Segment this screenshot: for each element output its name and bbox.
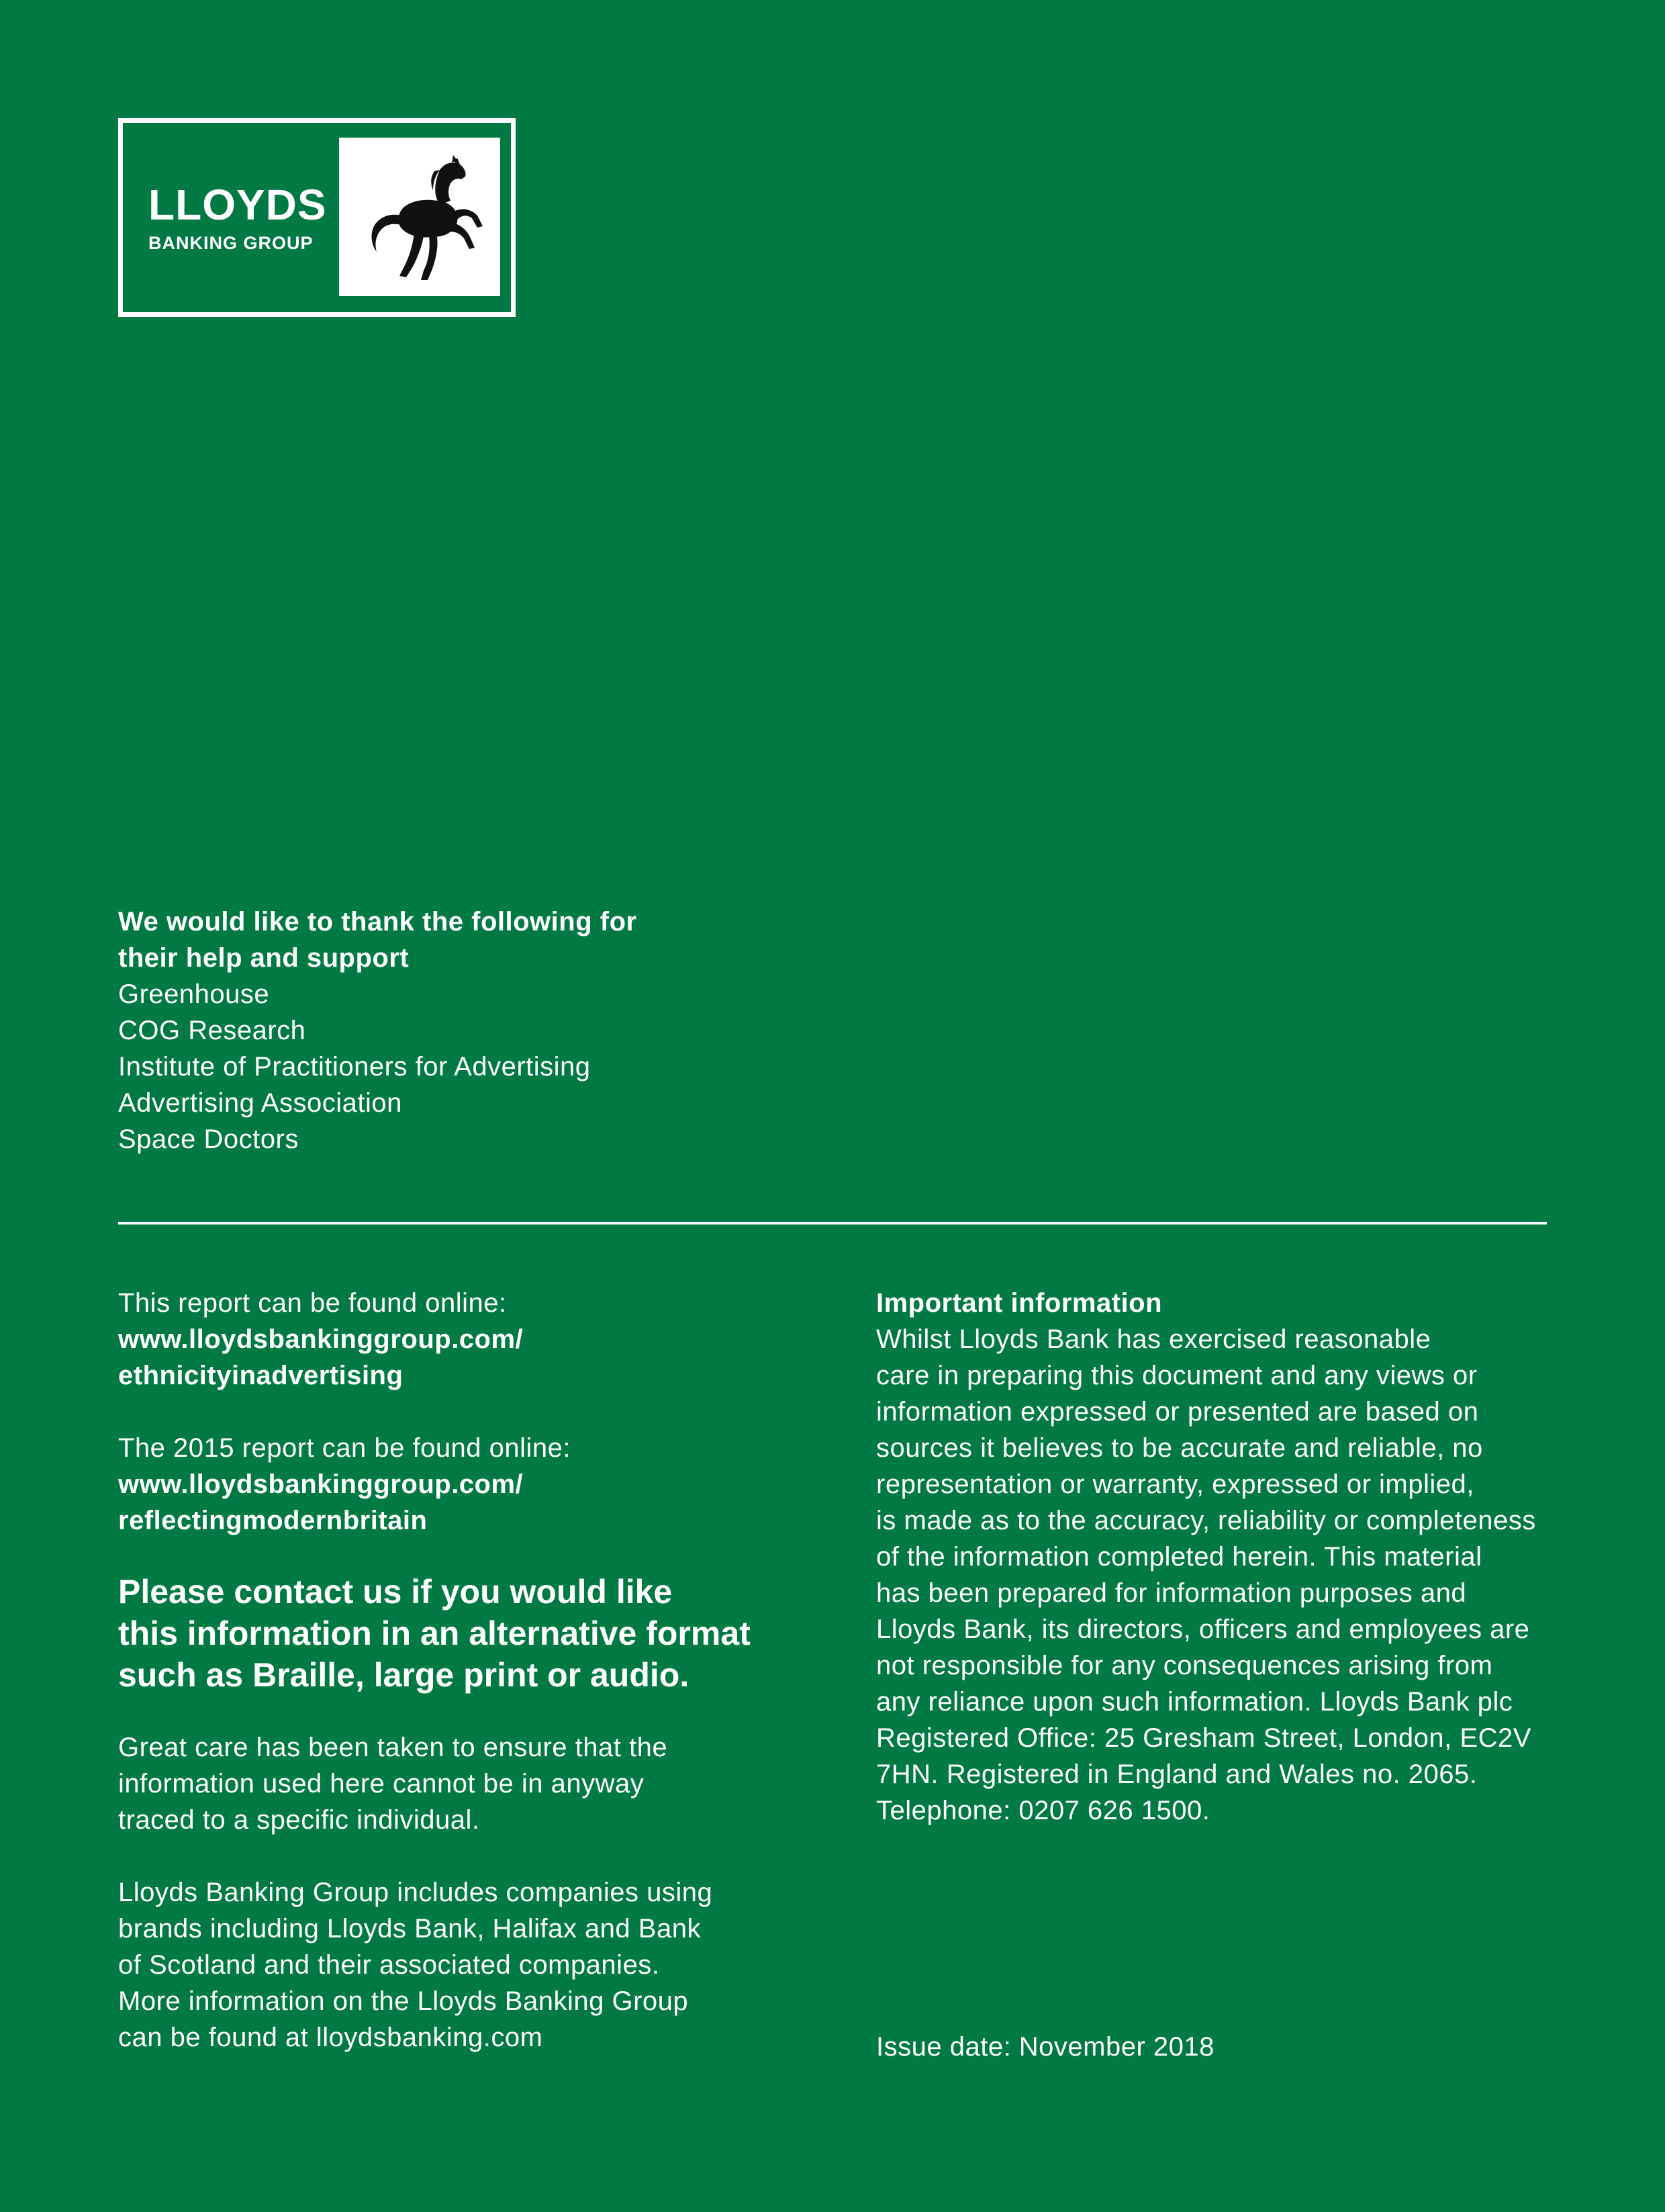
acknowledgements-heading-line: their help and support xyxy=(118,943,410,973)
online-url[interactable]: www.lloydsbankinggroup.com/ xyxy=(118,1325,524,1354)
group-info xyxy=(118,1874,816,2056)
privacy-note-line: information used here cannot be in anyway xyxy=(118,1769,645,1798)
privacy-note-line: traced to a specific individual. xyxy=(118,1805,480,1835)
alternative-format-line: such as Braille, large print or audio. xyxy=(118,1656,689,1694)
acknowledgements-heading-line: We would like to thank the following for xyxy=(118,907,637,936)
important-information-line: Lloyds Bank, its directors, officers and employees are xyxy=(876,1615,1530,1644)
alternative-format-notice xyxy=(118,1571,803,1696)
group-info-line: Lloyds Banking Group includes companies using xyxy=(118,1878,713,1907)
important-information-line: has been prepared for information purposes and xyxy=(876,1578,1467,1608)
black-horse-icon xyxy=(339,138,500,296)
acknowledgements-heading xyxy=(118,904,669,976)
group-info-line: can be found at lloydsbanking.com xyxy=(118,2023,543,2052)
group-info-line: of Scotland and their associated companies. xyxy=(118,1950,660,1980)
acknowledgement-item: Greenhouse xyxy=(118,979,270,1009)
important-information-line: representation or warranty, expressed or implied, xyxy=(876,1470,1474,1499)
important-information-line: any reliance upon such information. Lloyds Bank plc xyxy=(876,1687,1513,1717)
logo-subtitle: BANKING GROUP xyxy=(148,233,314,253)
important-information-line: Registered Office: 25 Gresham Street, London, EC2V xyxy=(876,1723,1531,1753)
acknowledgement-item: Space Doctors xyxy=(118,1124,299,1154)
important-information-line: is made as to the accuracy, reliability or completeness xyxy=(876,1506,1536,1535)
group-info-line: More information on the Lloyds Banking Group xyxy=(118,1986,689,2016)
important-information-line: care in preparing this document and any views or xyxy=(876,1361,1478,1390)
important-information-line: of the information completed herein. This material xyxy=(876,1542,1482,1572)
section-divider xyxy=(118,1222,1547,1224)
alternative-format-line: this information in an alternative format xyxy=(118,1615,751,1652)
right-column xyxy=(876,1285,1561,1829)
lloyds-logo xyxy=(118,118,516,317)
logo-emblem-panel xyxy=(339,138,500,296)
report-2015-intro: The 2015 report can be found online: xyxy=(118,1433,571,1463)
important-information-line: Whilst Lloyds Bank has exercised reasonable xyxy=(876,1325,1431,1354)
report-2015-url[interactable]: reflectingmodernbritain xyxy=(118,1506,428,1535)
online-intro: This report can be found online: xyxy=(118,1288,507,1318)
important-information-body xyxy=(876,1321,1561,1829)
privacy-note xyxy=(118,1729,816,1838)
important-information-line: Telephone: 0207 626 1500. xyxy=(876,1796,1210,1825)
logo-title: LLOYDS xyxy=(148,181,327,229)
left-column xyxy=(118,1285,816,2056)
acknowledgement-item: COG Research xyxy=(118,1016,306,1045)
acknowledgement-item: Advertising Association xyxy=(118,1088,402,1118)
important-information-line: 7HN. Registered in England and Wales no. 2065. xyxy=(876,1760,1478,1789)
issue-date: Issue date: November 2018 xyxy=(876,2032,1215,2062)
important-information-line: information expressed or presented are based on xyxy=(876,1397,1479,1427)
important-information-line: sources it believes to be accurate and reliable, no xyxy=(876,1433,1483,1463)
report-2015-url[interactable]: www.lloydsbankinggroup.com/ xyxy=(118,1470,524,1499)
privacy-note-line: Great care has been taken to ensure that the xyxy=(118,1733,668,1762)
alternative-format-line: Please contact us if you would like xyxy=(118,1573,673,1610)
acknowledgements xyxy=(118,904,669,1157)
group-info-line: brands including Lloyds Bank, Halifax and Bank xyxy=(118,1914,701,1943)
acknowledgement-item: Institute of Practitioners for Advertising xyxy=(118,1052,591,1081)
important-information-heading: Important information xyxy=(876,1288,1163,1318)
logo-wordmark xyxy=(148,182,327,254)
online-url[interactable]: ethnicityinadvertising xyxy=(118,1361,403,1390)
important-information-line: not responsible for any consequences arising from xyxy=(876,1651,1493,1680)
